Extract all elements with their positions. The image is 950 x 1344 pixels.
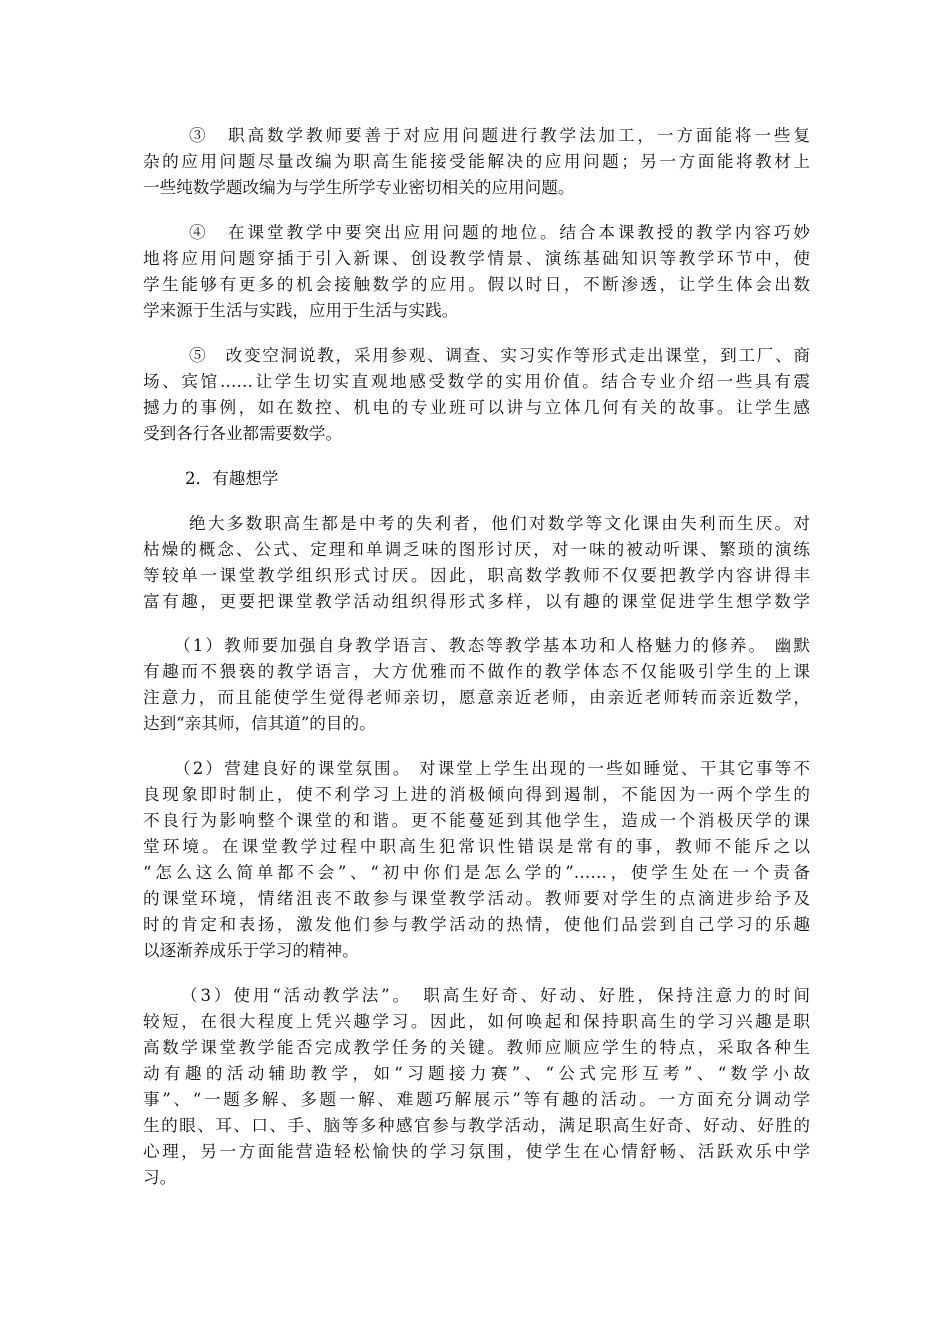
paragraph-5-line-2: 有趣而不猥亵的教学语言，大方优雅而不做作的教学体态不仅能吸引学生的上课 — [143, 662, 810, 681]
paragraph-4-line-2: 枯燥的概念、公式、定理和单调乏味的图形讨厌，对一味的被动听课、繁琐的演练 — [143, 540, 810, 559]
paragraph-1-line-3: 一些纯数学题改编为与学生所学专业密切相关的应用问题。 — [143, 178, 575, 197]
paragraph-5-line-4: 达到“亲其师，信其道”的目的。 — [143, 714, 376, 733]
paragraph-3-line-3: 撼力的事例，如在数控、机电的专业班可以讲与立体几何有关的故事。让学生感 — [143, 398, 810, 417]
paragraph-1-line-2: 杂的应用问题尽量改编为职高生能接受能解决的应用问题；另一方面能将教材上 — [143, 152, 810, 171]
paragraph-7-line-5: 事”、“一题多解、多题一解、难题巧解展示”等有趣的活动。一方面充分调动学 — [143, 1090, 810, 1109]
paragraph-3-line-2: 场、宾馆……让学生切实直观地感受数学的实用价值。结合专业介绍一些具有震 — [143, 372, 810, 391]
paragraph-1-line-1: ③ 职高数学教师要善于对应用问题进行教学法加工，一方面能将一些复 — [189, 126, 810, 145]
paragraph-7-line-1: （3）使用“活动教学法”。 职高生好奇、好动、好胜，保持注意力的时间 — [181, 986, 810, 1005]
paragraph-6-line-4: 堂环境。在课堂教学过程中职高生犯常识性错误是常有的事，教师不能斥之以 — [143, 837, 810, 856]
paragraph-5-line-1: （1）教师要加强自身教学语言、教态等教学基本功和人格魅力的修养。 幽默 — [174, 636, 810, 655]
section-heading: 2．有趣想学 — [185, 469, 279, 488]
paragraph-4-line-1: 绝大多数职高生都是中考的失利者，他们对数学等文化课由失利而生厌。对 — [189, 514, 810, 533]
paragraph-7-line-4: 动有趣的活动辅助教学，如“习题接力赛”、“公式完形互考”、“数学小故 — [143, 1064, 810, 1083]
paragraph-2-line-4: 学来源于生活与实践，应用于生活与实践。 — [143, 301, 459, 320]
paragraph-7-line-6: 生的眼、耳、口、手、脑等多种感官参与教学活动，满足职高生好奇、好动、好胜的 — [143, 1116, 810, 1135]
paragraph-6-line-7: 时的肯定和表扬，激发他们参与教学活动的热情，使他们品尝到自己学习的乐趣 — [143, 915, 810, 934]
paragraph-3-line-4: 受到各行各业都需要数学。 — [143, 424, 343, 443]
paragraph-2-line-3: 学生能够有更多的机会接触数学的应用。假以时日，不断渗透，让学生体会出数 — [143, 275, 810, 294]
paragraph-7-line-8: 习。 — [143, 1168, 177, 1187]
paragraph-4-line-3: 等较单一课堂教学组织形式讨厌。因此，职高数学教师不仅要把教学内容讲得丰 — [143, 566, 810, 585]
paragraph-6-line-5: “怎么这么简单都不会”、“初中你们是怎么学的”……，使学生处在一个责备 — [143, 863, 810, 882]
paragraph-7-line-2: 较短，在很大程度上凭兴趣学习。因此，如何唤起和保持职高生的学习兴趣是职 — [143, 1012, 810, 1031]
paragraph-7-line-3: 高数学课堂教学能否完成教学任务的关键。教师应顺应学生的特点，采取各种生 — [143, 1038, 810, 1057]
paragraph-4-line-4: 富有趣，更要把课堂教学活动组织得形式多样，以有趣的课堂促进学生想学数学 — [143, 592, 810, 611]
paragraph-6-line-1: （2）营建良好的课堂氛围。 对课堂上学生出现的一些如睡觉、干其它事等不 — [174, 759, 810, 778]
paragraph-6-line-6: 的课堂环境，情绪沮丧不敢参与课堂教学活动。教师要对学生的点滴进步给予及 — [143, 889, 810, 908]
paragraph-3-line-1: ⑤ 改变空洞说教，采用参观、调查、实习实作等形式走出课堂，到工厂、商 — [189, 346, 810, 365]
paragraph-6-line-2: 良现象即时制止，使不利学习上进的消极倾向得到遏制，不能因为一两个学生的 — [143, 785, 810, 804]
paragraph-6-line-3: 不良行为影响整个课堂的和谐。更不能蔓延到其他学生，造成一个消极厌学的课 — [143, 811, 810, 830]
paragraph-2-line-1: ④ 在课堂教学中要突出应用问题的地位。结合本课教授的教学内容巧妙 — [189, 223, 810, 242]
paragraph-5-line-3: 注意力，而且能使学生觉得老师亲切，愿意亲近老师，由亲近老师转而亲近数学， — [143, 688, 810, 707]
paragraph-2-line-2: 地将应用问题穿插于引入新课、创设教学情景、演练基础知识等教学环节中，使 — [143, 249, 810, 268]
paragraph-7-line-7: 心理，另一方面能营造轻松愉快的学习氛围，使学生在心情舒畅、活跃欢乐中学 — [143, 1142, 810, 1161]
paragraph-6-line-8: 以逐渐养成乐于学习的精神。 — [143, 941, 359, 960]
